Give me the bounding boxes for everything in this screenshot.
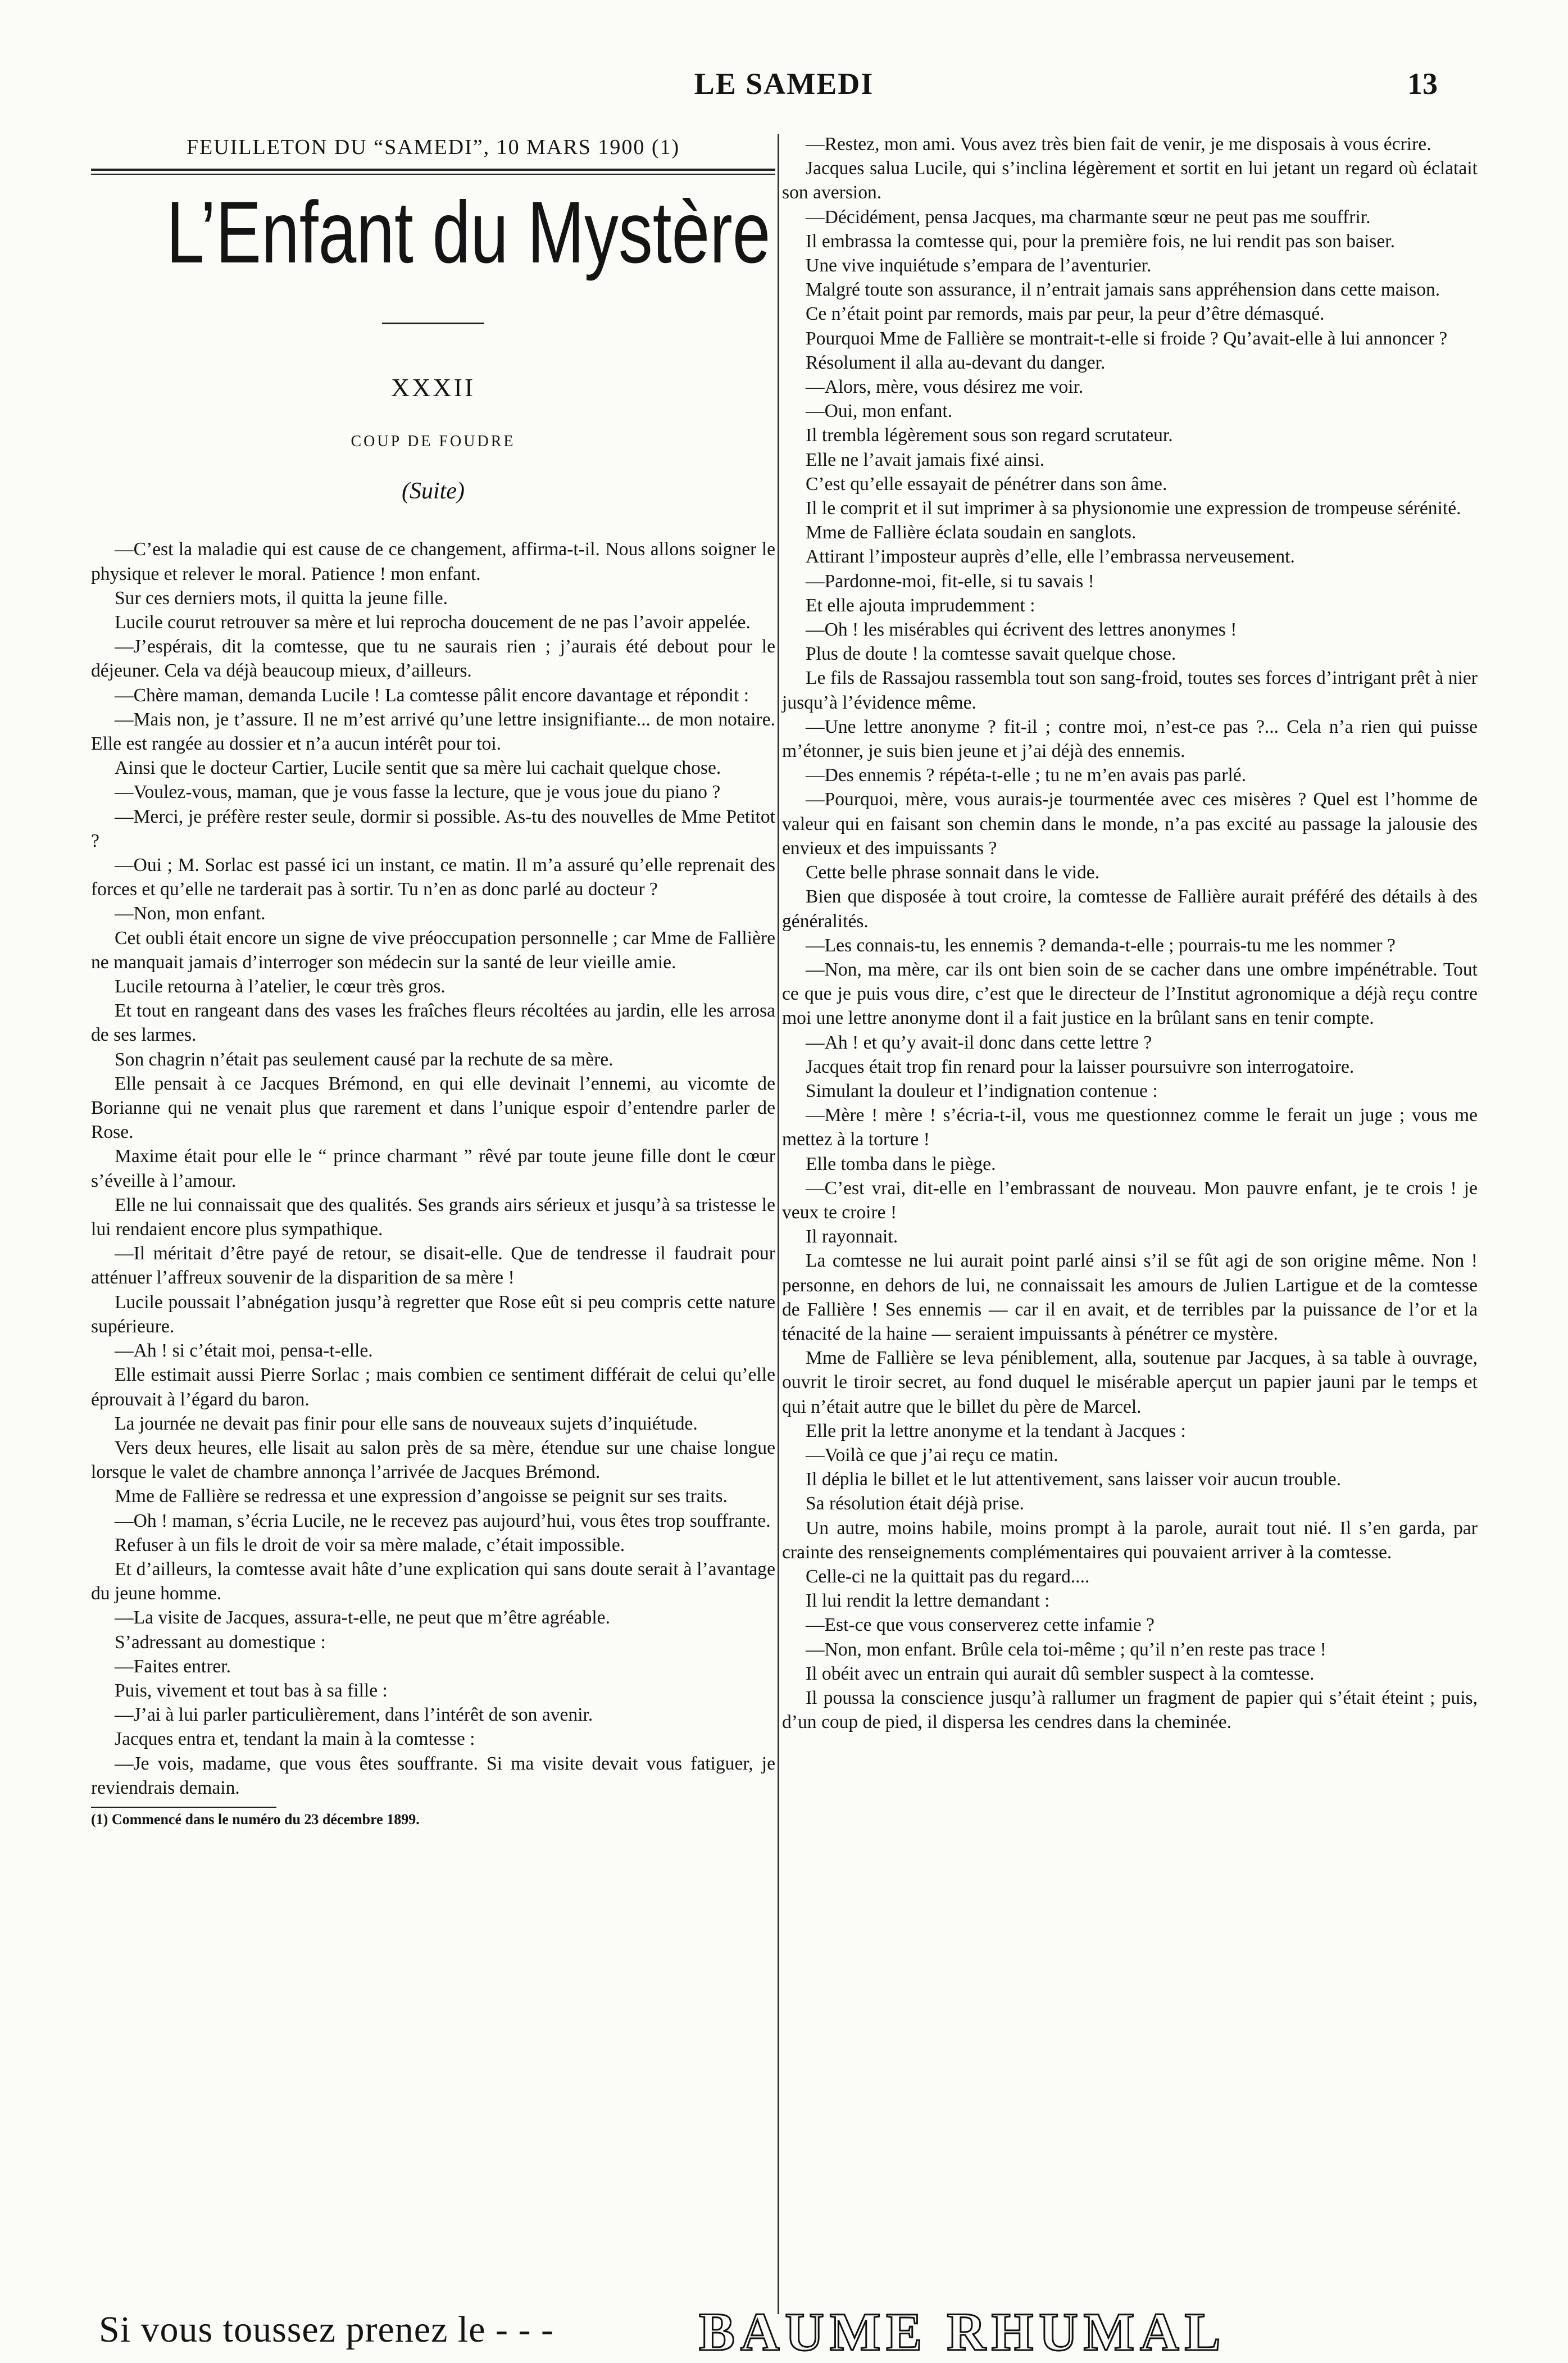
left-column-paragraph: Lucile poussait l’abnégation jusqu’à regretter que Rose eût si peu compris cette nature supérieure. — [91, 1291, 775, 1337]
right-column-paragraph: Cette belle phrase sonnait dans le vide. — [806, 862, 1100, 883]
left-column-paragraph: Elle estimait aussi Pierre Sorlac ; mais combien ce sentiment différait de celui qu’elle éprouvait à l’égard du baron. — [91, 1364, 775, 1410]
right-column-paragraph: Elle ne l’avait jamais fixé ainsi. — [806, 449, 1045, 470]
left-column-paragraph: Son chagrin n’était pas seulement causé par la rechute de sa mère. — [115, 1049, 613, 1070]
right-column-paragraph: —Des ennemis ? répéta-t-elle ; tu ne m’en avais pas parlé. — [806, 765, 1247, 786]
advertisement-text: Si vous toussez prenez le - - - — [99, 2309, 554, 2350]
right-column-paragraph: Mme de Fallière se leva péniblement, alla, soutenue par Jacques, à sa table à ouvrage, ouvrit le tiroir secret, au fond duquel le misérable aperçut un papier jauni par le temps et qui n’était autre que le billet du père de Marcel. — [782, 1348, 1478, 1417]
right-column-paragraph: Jacques salua Lucile, qui s’inclina légèrement et sortit en lui jetant un regard où éclatait son aversion. — [782, 158, 1478, 203]
right-column-paragraph: —Une lettre anonyme ? fit-il ; contre moi, n’est-ce pas ?... Cela n’a rien qui puisse m’étonner, je suis bien jeune et j’ai déjà des ennemis. — [782, 716, 1478, 762]
right-column — [782, 132, 1478, 1734]
masthead: LE SAMEDI — [694, 67, 874, 101]
chapter-number: XXXII — [390, 373, 476, 402]
right-column-paragraph: Il embrassa la comtesse qui, pour la première fois, ne lui rendit pas son baiser. — [806, 230, 1396, 252]
left-column-paragraph: Mme de Fallière se redressa et une expression d’angoisse se peignit sur ses traits. — [115, 1486, 728, 1507]
right-column-paragraph: Celle-ci ne la quittait pas du regard.... — [806, 1566, 1090, 1587]
right-column-paragraph: Ce n’était point par remords, mais par peur, la peur d’être démasqué. — [806, 303, 1325, 325]
right-column-paragraph: Elle prit la lettre anonyme et la tendant à Jacques : — [806, 1420, 1186, 1441]
right-column-paragraph: —C’est vrai, dit-elle en l’embrassant de nouveau. Mon pauvre enfant, je te crois ! je veux te croire ! — [782, 1177, 1478, 1223]
left-column-paragraph: Lucile retourna à l’atelier, le cœur très gros. — [115, 976, 446, 997]
left-column-paragraph: —Non, mon enfant. — [115, 903, 266, 924]
right-column-paragraph: —Est-ce que vous conserverez cette infamie ? — [806, 1614, 1155, 1636]
right-column-paragraph: Mme de Fallière éclata soudain en sanglots. — [806, 522, 1137, 543]
left-column-paragraph: Et tout en rangeant dans des vases les fraîches fleurs récoltées au jardin, elle les arrosa de ses larmes. — [91, 1000, 775, 1046]
right-column-paragraph: Plus de doute ! la comtesse savait quelque chose. — [806, 643, 1176, 665]
left-column — [91, 135, 775, 1828]
suite-label: (Suite) — [402, 478, 465, 505]
left-column-paragraph: Lucile courut retrouver sa mère et lui reprocha doucement de ne pas l’avoir appelée. — [115, 612, 751, 633]
right-column-paragraph: —Mère ! mère ! s’écria-t-il, vous me questionnez comme le ferait un juge ; vous me mettez à la torture ! — [782, 1105, 1478, 1150]
right-column-paragraph: Sa résolution était déjà prise. — [806, 1493, 1024, 1514]
right-column-paragraph: Il trembla légèrement sous son regard scrutateur. — [806, 425, 1173, 446]
left-column-paragraph: —Chère maman, demanda Lucile ! La comtesse pâlit encore davantage et répondit : — [115, 684, 749, 706]
right-column-paragraph: Il obéit avec un entrain qui aurait dû sembler suspect à la comtesse. — [806, 1663, 1315, 1684]
chapter-title: COUP DE FOUDRE — [351, 433, 516, 451]
right-column-paragraph: Il rayonnait. — [806, 1226, 898, 1248]
right-column-paragraph: Il lui rendit la lettre demandant : — [806, 1590, 1050, 1612]
left-column-paragraph: —Ah ! si c’était moi, pensa-t-elle. — [115, 1340, 373, 1362]
right-column-paragraph: —Pourquoi, mère, vous aurais-je tourmentée avec ces misères ? Quel est l’homme de valeur qui en faisant son chemin dans le monde, n’a pas excité au passage la jalousie des envieux et des impuissants ? — [782, 789, 1478, 859]
column-divider — [778, 134, 779, 2314]
left-column-paragraph: Sur ces derniers mots, il quitta la jeune fille. — [115, 587, 448, 609]
header-rule — [91, 169, 775, 175]
right-column-paragraph: Bien que disposée à tout croire, la comtesse de Fallière aurait préféré des détails à des généralités. — [782, 886, 1478, 932]
right-column-paragraph: Une vive inquiétude s’empara de l’aventurier. — [806, 255, 1152, 276]
right-column-paragraph: —Non, mon enfant. Brûle cela toi-même ; qu’il n’en reste pas trace ! — [806, 1639, 1326, 1660]
right-column-paragraph: —Restez, mon ami. Vous avez très bien fait de venir, je me disposais à vous écrire. — [806, 134, 1431, 155]
right-column-paragraph: Attirant l’imposteur auprès d’elle, elle l’embrassa nerveusement. — [806, 546, 1295, 568]
right-column-paragraph: —Oh ! les misérables qui écrivent des lettres anonymes ! — [806, 619, 1237, 641]
left-column-paragraph: Jacques entra et, tendant la main à la comtesse : — [115, 1729, 475, 1750]
right-column-paragraph: Il déplia le billet et le lut attentivement, sans laisser voir aucun trouble. — [806, 1469, 1341, 1490]
left-column-paragraph: Cet oubli était encore un signe de vive préoccupation personnelle ; car Mme de Fallière ne manquait jamais d’interroger son médecin sur la santé de leur vieille amie. — [91, 927, 775, 973]
left-column-paragraph: Elle ne lui connaissait que des qualités. Ses grands airs sérieux et jusqu’à sa tristesse le lui rendaient encore plus sympathique. — [91, 1194, 775, 1240]
left-column-paragraph: Vers deux heures, elle lisait au salon près de sa mère, étendue sur une chaise longue lorsque le valet de chambre annonça l’arrivée de Jacques Brémond. — [91, 1437, 775, 1483]
left-column-paragraph: Refuser à un fils le droit de voir sa mère malade, c’était impossible. — [115, 1534, 625, 1555]
left-column-paragraph: —La visite de Jacques, assura-t-elle, ne peut que m’être agréable. — [115, 1607, 610, 1629]
left-column-paragraph: Et d’ailleurs, la comtesse avait hâte d’une explication qui sans doute serait à l’avantage du jeune homme. — [91, 1558, 775, 1604]
right-column-paragraph: —Non, ma mère, car ils ont bien soin de se cacher dans une ombre impénétrable. Tout ce que je puis vous dire, c’est que le directeur de l’Institut agronomique a déjà reçu contre moi une lettre anonyme dont il a fait justice en la brûlant sans en tenir compte. — [782, 959, 1478, 1029]
footnote: (1) Commencé dans le numéro du 23 décembre 1899. — [91, 1811, 420, 1827]
left-column-paragraph: —C’est la maladie qui est cause de ce changement, affirma-t-il. Nous allons soigner le physique et relever le moral. Patience ! mon enfant. — [91, 539, 775, 584]
right-column-paragraph: Le fils de Rassajou rassembla tout son sang-froid, toutes ses forces d’intrigant prêt à nier jusqu’à l’évidence même. — [782, 668, 1478, 713]
left-column-paragraph: S’adressant au domestique : — [115, 1631, 326, 1653]
left-column-paragraph: —Oh ! maman, s’écria Lucile, ne le recevez pas aujourd’hui, vous êtes trop souffrante. — [115, 1510, 771, 1531]
title-divider — [382, 323, 484, 324]
left-column-paragraph: —Il méritait d’être payé de retour, se disait-elle. Que de tendresse il faudrait pour atténuer l’affreux souvenir de la disparition de sa mère ! — [91, 1243, 775, 1289]
right-column-paragraph: Simulant la douleur et l’indignation contenue : — [806, 1080, 1158, 1101]
footnote-rule — [91, 1807, 276, 1808]
left-column-paragraph: —Voulez-vous, maman, que je vous fasse la lecture, que je vous joue du piano ? — [115, 782, 721, 803]
right-column-paragraph: —Décidément, pensa Jacques, ma charmante sœur ne peut pas me souffrir. — [806, 206, 1371, 228]
left-column-paragraph: Maxime était pour elle le “ prince charmant ” rêvé par toute jeune fille dont le cœur s’éveille à l’amour. — [91, 1146, 775, 1191]
advertisement-brand: BAUME RHUMAL — [699, 2302, 1226, 2362]
left-column-paragraph: —Oui ; M. Sorlac est passé ici un instant, ce matin. Il m’a assuré qu’elle reprenait des forces et qu’elle ne tarderait pas à sortir. Tu n’en as donc parlé au docteur ? — [91, 855, 775, 900]
right-column-paragraph: Jacques était trop fin renard pour la laisser poursuivre son interrogatoire. — [806, 1056, 1355, 1077]
right-column-paragraph: Pourquoi Mme de Fallière se montrait-t-elle si froide ? Qu’avait-elle à lui annoncer ? — [806, 328, 1448, 349]
right-column-paragraph: —Ah ! et qu’y avait-il donc dans cette lettre ? — [806, 1032, 1152, 1053]
page-number: 13 — [1407, 67, 1438, 101]
right-column-paragraph: Il poussa la conscience jusqu’à rallumer un fragment de papier qui s’était éteint ; puis, d’un coup de pied, il dispersa les cendres dans la cheminée. — [782, 1688, 1478, 1733]
right-column-text — [782, 132, 1478, 1734]
left-column-paragraph: Elle pensait à ce Jacques Brémond, en qui elle devinait l’ennemi, au vicomte de Borianne qui ne venait plus que rarement et dans l’unique espoir d’entendre parler de Rose. — [91, 1073, 775, 1143]
left-column-paragraph: —J’ai à lui parler particulièrement, dans l’intérêt de son avenir. — [115, 1704, 593, 1726]
right-column-paragraph: Et elle ajouta imprudemment : — [806, 595, 1035, 616]
left-column-paragraph: —Faites entrer. — [115, 1656, 231, 1677]
left-column-text — [91, 537, 775, 1800]
right-column-paragraph: —Alors, mère, vous désirez me voir. — [806, 377, 1084, 398]
left-column-paragraph: La journée ne devait pas finir pour elle sans de nouveaux sujets d’inquiétude. — [115, 1413, 698, 1434]
story-title: L’Enfant du Mystère — [166, 184, 771, 282]
right-column-paragraph: C’est qu’elle essayait de pénétrer dans son âme. — [806, 473, 1167, 495]
right-column-paragraph: Malgré toute son assurance, il n’entrait jamais sans appréhension dans cette maison. — [806, 279, 1440, 301]
left-column-paragraph: Ainsi que le docteur Cartier, Lucile sentit que sa mère lui cachait quelque chose. — [115, 758, 721, 779]
right-column-paragraph: Il le comprit et il sut imprimer à sa physionomie une expression de trompeuse sérénité. — [806, 498, 1461, 519]
left-column-paragraph: —J’espérais, dit la comtesse, que tu ne saurais rien ; j’aurais été debout pour le déjeuner. Cela va déjà beaucoup mieux, d’ailleurs. — [91, 636, 775, 682]
right-column-paragraph: —Pardonne-moi, fit-elle, si tu savais ! — [806, 570, 1094, 592]
right-column-paragraph: —Les connais-tu, les ennemis ? demanda-t-elle ; pourrais-tu me les nommer ? — [806, 935, 1396, 956]
right-column-paragraph: —Voilà ce que j’ai reçu ce matin. — [806, 1444, 1058, 1466]
left-column-paragraph: Puis, vivement et tout bas à sa fille : — [115, 1680, 388, 1701]
right-column-paragraph: Un autre, moins habile, moins prompt à la parole, aurait tout nié. Il s’en garda, par crainte des renseignements complémentaires qui pouvaient arriver à la comtesse. — [782, 1517, 1478, 1563]
left-column-paragraph: —Mais non, je t’assure. Il ne m’est arrivé qu’une lettre insignifiante... de mon notaire. Elle est rangée au dossier et n’a aucun intérêt pour toi. — [91, 709, 775, 755]
right-column-paragraph: Résolument il alla au-devant du danger. — [806, 352, 1106, 373]
right-column-paragraph: Elle tomba dans le piège. — [806, 1153, 996, 1174]
feuilleton-label: FEUILLETON DU “SAMEDI”, 10 MARS 1900 (1) — [186, 135, 680, 159]
right-column-paragraph: —Oui, mon enfant. — [806, 401, 953, 422]
left-column-paragraph: —Je vois, madame, que vous êtes souffrante. Si ma visite devait vous fatiguer, je reviendrais demain. — [91, 1753, 775, 1798]
left-column-paragraph: —Merci, je préfère rester seule, dormir si possible. As-tu des nouvelles de Mme Petitot ? — [91, 806, 775, 851]
right-column-paragraph: La comtesse ne lui aurait point parlé ainsi s’il se fût agi de son origine même. Non ! personne, en dehors de lui, ne connaissait les amours de Julien Lartigue et de la comtesse de Fallière ! Ses ennemis — car il en avait, et de terribles par la puissance de l’or et la ténacité de la haine — seraient impuissants à pénétrer ce mystère. — [782, 1250, 1478, 1344]
